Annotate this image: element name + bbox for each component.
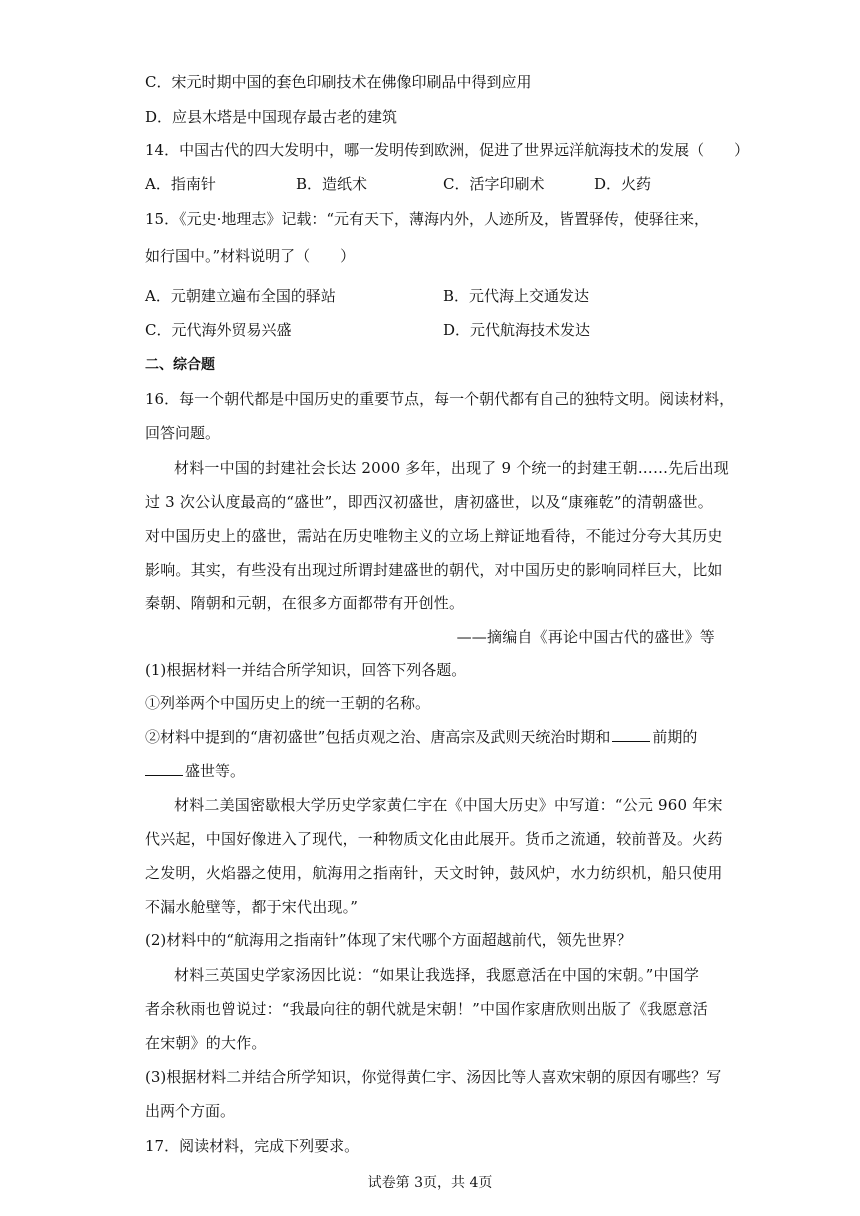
q16-part1-b xyxy=(145,727,697,747)
q16-part1-b-text-pre: ②材料中提到的“唐初盛世”包括贞观之治、唐高宗及武则天统治时期和 xyxy=(145,728,611,746)
material1-line5: 秦朝、隋朝和元朝，在很多方面都带有开创性。 xyxy=(145,594,465,612)
q16-part1-b-line2 xyxy=(145,761,245,781)
q14-option-d: D．火药 xyxy=(594,175,652,193)
q17-stem: 17．阅读材料，完成下列要求。 xyxy=(145,1137,360,1155)
q16-part1: (1)根据材料一并结合所学知识，回答下列各题。 xyxy=(145,661,467,679)
material1-line3: 对中国历史上的盛世，需站在历史唯物主义的立场上辩证地看待，不能过分夸大其历史 xyxy=(145,527,723,545)
q15-option-a: A．元朝建立遍布全国的驿站 xyxy=(145,287,336,305)
page-footer: 试卷第 3页，共 4页 xyxy=(367,1175,493,1191)
material1-line1: 材料一中国的封建社会长达 2000 多年，出现了 9 个统一的封建王朝……先后出现 xyxy=(174,459,729,477)
q14-option-b: B．造纸术 xyxy=(296,175,368,193)
q16-part1-b-text-post: 前期的 xyxy=(652,728,698,746)
q16-part3-line2: 出两个方面。 xyxy=(145,1102,236,1120)
q13-option-c: C．宋元时期中国的套色印刷技术在佛像印刷品中得到应用 xyxy=(145,73,532,91)
q16-stem-line1: 16．每一个朝代都是中国历史的重要节点，每一个朝代都有自己的独特文明。阅读材料， xyxy=(145,390,735,408)
q16-part1-a: ①列举两个中国历史上的统一王朝的名称。 xyxy=(145,694,431,712)
q16-part2: (2)材料中的“航海用之指南针”体现了宋代哪个方面超越前代，领先世界？ xyxy=(145,931,632,949)
material2-line3: 之发明，火焰器之使用，航海用之指南针，天文时钟，鼓风炉，水力纺织机，船只使用 xyxy=(145,864,723,882)
q16-stem-line2: 回答问题。 xyxy=(145,424,221,442)
q15-option-d: D．元代航海技术发达 xyxy=(443,321,591,339)
material2-line2: 代兴起，中国好像进入了现代，一种物质文化由此展开。货币之流通，较前普及。火药 xyxy=(145,830,723,848)
answer-blank[interactable] xyxy=(612,727,650,742)
q15-option-b: B．元代海上交通发达 xyxy=(443,287,590,305)
q15-stem-line1: 15．《元史·地理志》记载：“元有天下，薄海内外，人迹所及，皆置驿传，使驿往来， xyxy=(145,210,710,228)
q14-option-a: A．指南针 xyxy=(145,175,216,193)
material1-line4: 影响。其实，有些没有出现过所谓封建盛世的朝代，对中国历史的影响同样巨大，比如 xyxy=(145,561,723,579)
material3-line3: 在宋朝》的大作。 xyxy=(145,1034,267,1052)
material2-line1: 材料二美国密歇根大学历史学家黄仁宇在《中国大历史》中写道：“公元 960 年宋 xyxy=(174,796,723,814)
material3-line2: 者余秋雨也曾说过：“我最向往的朝代就是宋朝！”中国作家唐欣则出版了《我愿意活 xyxy=(145,1000,708,1018)
q15-stem-line2: 如行国中。”材料说明了（ ） xyxy=(145,247,356,265)
material3-line1: 材料三英国史学家汤因比说：“如果让我选择，我愿意活在中国的宋朝。”中国学 xyxy=(174,966,700,984)
q16-part3-line1: (3)根据材料二并结合所学知识，你觉得黄仁宇、汤因比等人喜欢宋朝的原因有哪些？写 xyxy=(145,1068,722,1086)
q13-option-d: D．应县木塔是中国现存最古老的建筑 xyxy=(145,108,398,126)
material2-line4: 不漏水舱壁等，都于宋代出现。” xyxy=(145,898,359,916)
section-heading: 二、综合题 xyxy=(145,357,215,373)
material1-source: ——摘编自《再论中国古代的盛世》等 xyxy=(456,628,715,646)
q16-part1-b-line2-text: 盛世等。 xyxy=(185,762,246,780)
material1-line2: 过 3 次公认度最高的“盛世”，即西汉初盛世，唐初盛世，以及“康雍乾”的清朝盛世。 xyxy=(145,493,713,511)
q14-option-c: C．活字印刷术 xyxy=(443,175,545,193)
answer-blank[interactable] xyxy=(145,761,183,776)
q14-stem: 14．中国古代的四大发明中，哪一发明传到欧洲，促进了世界远洋航海技术的发展（ ） xyxy=(145,141,750,159)
q15-option-c: C．元代海外贸易兴盛 xyxy=(145,321,292,339)
